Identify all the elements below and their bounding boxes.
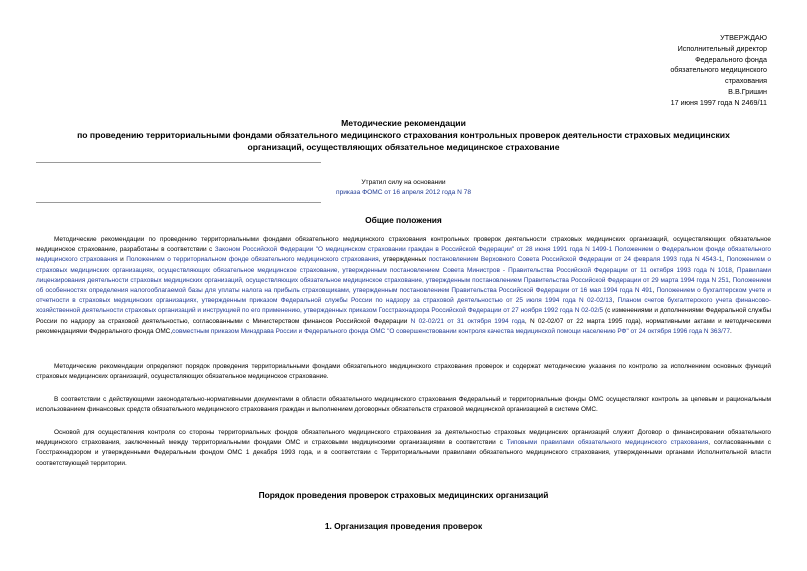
paragraph-control: В соответствии с действующими законодательно-нормативными документами в области обязательного медицинского страхования Федеральный и территориальные фонды ОМС осуществляют контроль за целевым и рациональным использованием финансовых средств обязательного медицинского страхования граждан и выполнением договорных обязательств страховой медицинской организацией в системе ОМС. (36, 396, 771, 414)
text-run: , утвержденных (378, 256, 429, 264)
law-link[interactable]: Законом Российской Федерации "О медицинском страховании граждан в Российской Федерации" от 28 июня 1991 года N 1499-1 (214, 246, 613, 254)
regulation-link[interactable]: Положением о страховых медицинских организациях, осуществляющих обязательное медицинское страхование, утвержденным постановлением Совета Министров - Правительства Российской Федерации от 11 октября 1993 года N 1018 (36, 256, 771, 274)
text-run: , (652, 287, 657, 295)
paragraph-intro (36, 235, 771, 337)
approval-line: обязательного медицинского (670, 65, 767, 75)
divider (36, 202, 321, 203)
regulation-link[interactable]: Положением о территориальном фонде обязательного медицинского страхования (126, 256, 379, 264)
rules-link[interactable]: Правилами лицензирования деятельности страховых медицинских организаций, осуществляющих обязательное медицинское страхование, утвержденным постановлением Правительства Российской Федерации от 29 марта 1994 года N 251 (36, 266, 771, 284)
joint-order-link[interactable]: совместным приказом Минздрава России и Федерального фонда ОМС "О совершенствовании контроля качества медицинской помощи населению РФ" от 24 октября 1996 года N 363/77 (172, 327, 731, 335)
title-line: по проведению территориальными фондами обязательного медицинского страхования контрольных проверок деятельности страховых медицинских (77, 130, 730, 141)
title-line: организаций, осуществляющих обязательное медицинское страхование (247, 142, 560, 153)
paragraph-scope: Методические рекомендации определяют порядок проведения территориальными фондами обязательного медицинского страхования проверок и содержат методические указания по контролю за исполнением основных функций страховых медицинских организаций, осуществляющих обязательное медицинское страхование. (36, 363, 771, 381)
accounts-plan-link[interactable]: Планом счетов бухгалтерского учета финансово-хозяйственной деятельности страховых организаций и инструкцией по его применению, утвержденных приказом Госстрахнадзора Российской Федерации от 27 ноября 1992 года N 02-02/5 (36, 297, 771, 315)
text-run: , N 02-02/07 от 22 марта 1995 года), нормативными актами и методическими рекомендациями Федерального фонда ОМС, (36, 317, 772, 335)
model-rules-link[interactable]: Типовыми правилами обязательного медицинского страхования (506, 439, 709, 447)
paragraph-basis (36, 428, 771, 469)
approval-line: 17 июня 1997 года N 2469/11 (670, 97, 767, 107)
text-run: . (730, 327, 732, 335)
lost-force-text: Утратил силу на основании (361, 179, 446, 186)
text-run: Основой для осуществления контроля со стороны территориальных фондов обязательного медицинского страхования за деятельностью страховых медицинских организаций служит Договор о финансировании обязательного медицинского страхования, заключенный между территориальными фондами ОМС и страховыми медицинскими организациями в соответствии с (36, 429, 771, 447)
approval-line: Исполнительный директор (677, 43, 767, 53)
decree-link[interactable]: постановлением Верховного Совета Российской Федерации от 24 февраля 1993 года N 4543-1 (428, 256, 723, 264)
approval-line: Федерального фонда (695, 54, 767, 64)
approval-line: УТВЕРЖДАЮ (720, 33, 767, 42)
text-run: (с изменениями и дополнениями Федеральной службы России по надзору за страховой деятельностью, согласованными с Министерством финансов Российской Федерации (36, 307, 771, 325)
approval-line: В.В.Гришин (728, 86, 767, 96)
text-run: , согласованными с Госстрахнадзором и утвержденными Федеральным фондом ОМС 1 декабря 1993 года, и в соответствии с Территориальными правилами обязательного медицинского страхования, утвержденными органами Исполнительной власти соответствующей территории. (36, 439, 772, 467)
section-heading-procedure: Порядок проведения проверок страховых медицинских организаций (258, 490, 549, 500)
lost-force-link[interactable]: приказа ФОМС от 16 апреля 2012 года N 78 (336, 189, 471, 196)
approval-block (617, 33, 767, 109)
amendment-link[interactable]: N 02-02/21 от 31 октября 1994 года (410, 317, 525, 325)
text-run: , (728, 276, 733, 284)
title-line: Методические рекомендации (341, 118, 466, 128)
regulation-link[interactable]: Положением об особенностях определения налогооблагаемой базы для уплаты налога на прибыль страховщиками, утвержденным постановлением Правительства Российской Федерации от 16 мая 1994 года N 491 (36, 276, 771, 295)
regulation-link[interactable]: Положением о Федеральном фонде обязательного медицинского страхования (36, 246, 771, 264)
approval-line: страхования (724, 76, 767, 86)
text-run: и (117, 256, 127, 264)
text-run: , (612, 297, 618, 305)
text-run: , (722, 256, 727, 264)
regulation-link[interactable]: Положением о бухгалтерском учете и отчетности в страховых медицинских организациях, утвержденным приказом Федеральной службы России по надзору за страховой деятельностью от 25 июля 1994 года N 02-02/13 (36, 287, 771, 305)
divider (36, 162, 321, 163)
text-run: , (731, 266, 737, 274)
document-title (36, 117, 771, 154)
section-heading-general: Общие положения (365, 215, 442, 225)
section-heading-organization: 1. Организация проведения проверок (324, 521, 483, 531)
lost-force-note (0, 178, 807, 198)
text-run: Методические рекомендации по проведению территориальными фондами обязательного медицинского страхования контрольных проверок деятельности страховых медицинских организаций, осуществляющих обязательное медицинское страхование, разработаны в соответствии с (36, 236, 771, 254)
